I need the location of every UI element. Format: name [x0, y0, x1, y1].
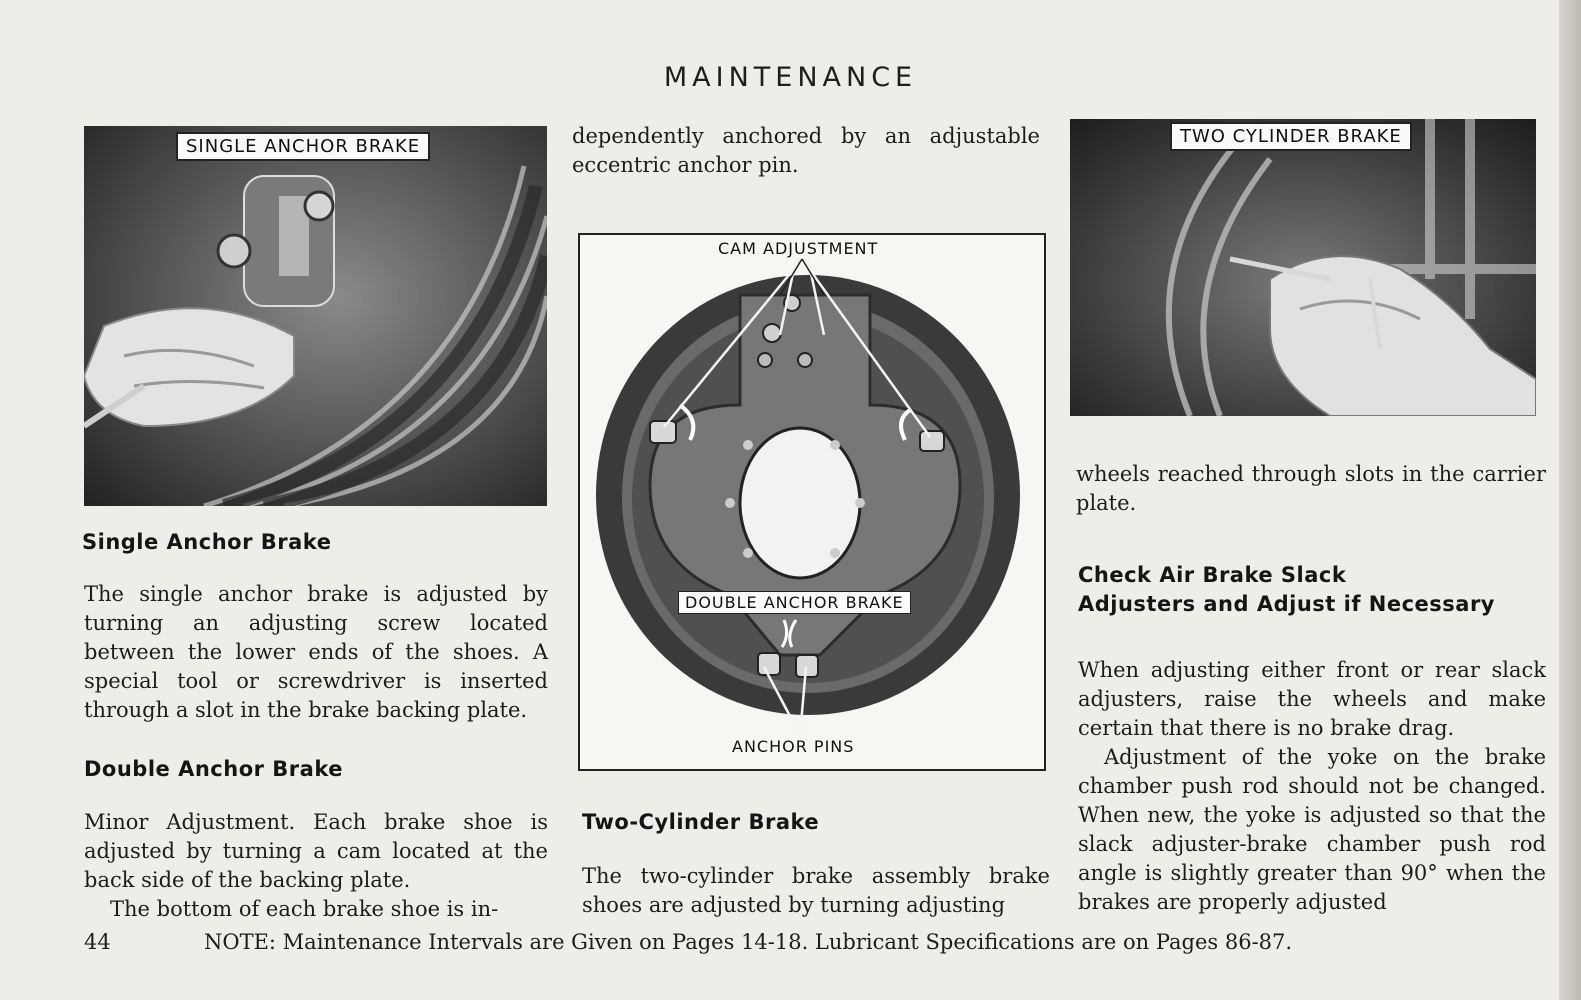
- brake-backing-plate-drawing: [580, 235, 1044, 769]
- carrier-plate-continuation: wheels reached through slots in the carrier plate.: [1076, 462, 1546, 515]
- eccentric-anchor-continuation: dependently anchored by an adjustable eccentric anchor pin.: [572, 124, 1040, 177]
- slack-adjusters-paragraph: When adjusting either front or rear slack adjusters, raise the wheels and make certain that there is no brake drag.: [1078, 658, 1546, 740]
- page-title: MAINTENANCE: [663, 62, 918, 93]
- anchor-pins-label: ANCHOR PINS: [732, 737, 855, 756]
- two-cylinder-brake-photo: [1070, 119, 1536, 416]
- two-cylinder-brake-image: [1070, 119, 1536, 416]
- yoke-adjustment-paragraph: Adjustment of the yoke on the brake chamber push rod should not be changed. When new, the yoke is adjusted so that the slack adjuster-brake chamber push rod angle is slightly greater than 90° when the brakes are properly adjusted: [1078, 745, 1546, 914]
- minor-adjustment-paragraph: Minor Adjustment. Each brake shoe is adjusted by turning a cam located at the back side of the backing plate.: [84, 810, 548, 892]
- single-anchor-brake-paragraph: The single anchor brake is adjusted by turning an adjusting screw located between the lower ends of the shoes. A special tool or screwdriver is inserted through a slot in the brake backing plate.: [84, 582, 548, 722]
- double-anchor-brake-diagram-label: DOUBLE ANCHOR BRAKE: [678, 591, 911, 614]
- page-footer: [84, 930, 1292, 954]
- single-anchor-brake-photo: [84, 126, 547, 506]
- double-anchor-brake-diagram: [578, 233, 1046, 771]
- page-edge-shadow: [1559, 0, 1581, 1000]
- check-air-brake-heading-line2: Adjusters and Adjust if Necessary: [1078, 592, 1495, 616]
- two-cylinder-brake-label: TWO CYLINDER BRAKE: [1170, 122, 1412, 151]
- single-anchor-brake-image: [84, 126, 547, 506]
- single-anchor-brake-label: SINGLE ANCHOR BRAKE: [176, 132, 430, 161]
- page-number: 44: [84, 930, 111, 954]
- check-air-brake-heading-line1: Check Air Brake Slack: [1078, 563, 1347, 587]
- two-cylinder-brake-heading: Two-Cylinder Brake: [582, 810, 820, 834]
- two-cylinder-brake-paragraph: The two-cylinder brake assembly brake shoes are adjusted by turning adjusting: [582, 864, 1050, 917]
- bottom-brake-shoe-paragraph: The bottom of each brake shoe is in-: [110, 897, 499, 921]
- cam-adjustment-label: CAM ADJUSTMENT: [718, 239, 879, 258]
- single-anchor-brake-heading: Single Anchor Brake: [82, 530, 332, 554]
- double-anchor-brake-heading: Double Anchor Brake: [84, 757, 343, 781]
- footer-note: NOTE: Maintenance Intervals are Given on Pages 14-18. Lubricant Specifications are on Pages 86-87.: [204, 930, 1293, 954]
